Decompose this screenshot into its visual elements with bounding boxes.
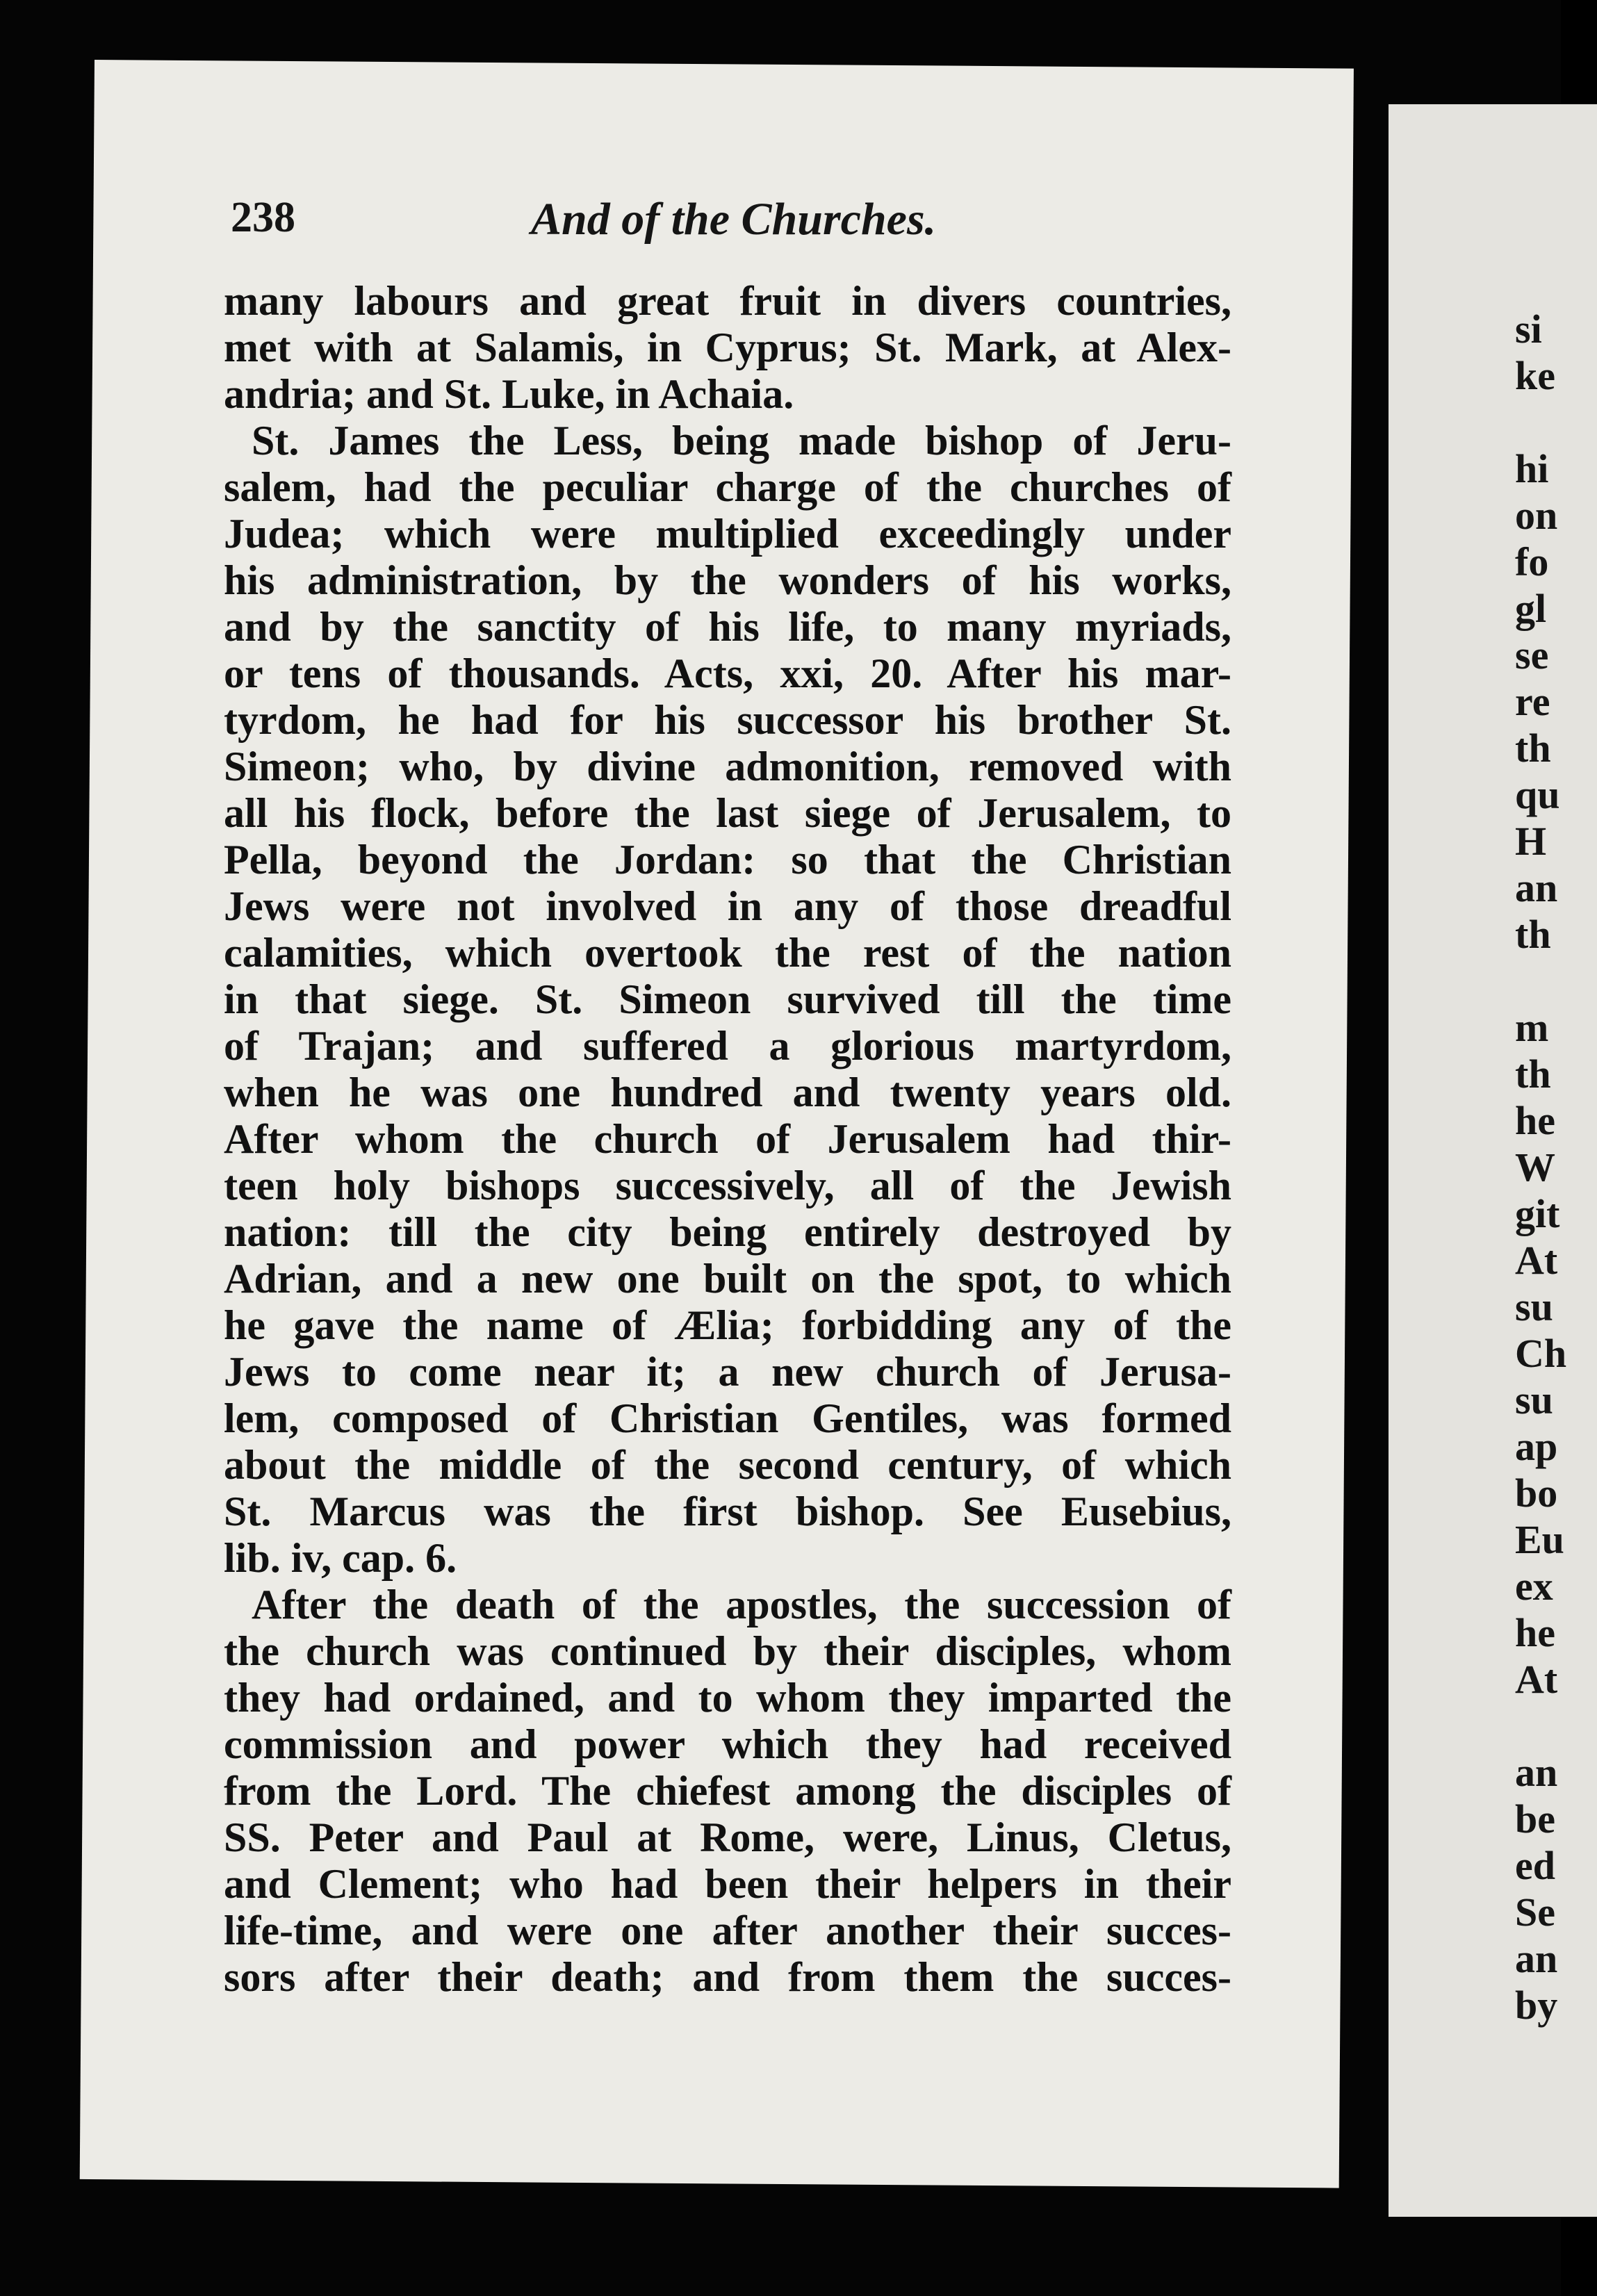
facing-page-fragment: Eu — [1515, 1517, 1564, 1562]
facing-page-fragment: At — [1515, 1238, 1558, 1283]
text-line: lem, composed of Christian Gentiles, was formed — [224, 1395, 1231, 1441]
facing-page-fragment — [1515, 399, 1561, 445]
facing-page-fragment: he — [1515, 1610, 1555, 1655]
text-line: St. James the Less, being made bishop of Jeru- — [252, 418, 1231, 464]
text-line: in that siege. St. Simeon survived till the time — [224, 976, 1231, 1022]
text-line: his administration, by the wonders of his works, — [224, 557, 1231, 603]
facing-page-fragment: m — [1515, 1005, 1549, 1050]
facing-page-fragment: bo — [1515, 1470, 1558, 1516]
text-line: lib. iv, cap. 6. — [224, 1535, 457, 1581]
text-line: Pella, beyond the Jordan: so that the Christian — [224, 837, 1231, 883]
page-header — [231, 193, 1231, 256]
facing-page-fragment: At — [1515, 1657, 1558, 1702]
facing-page — [1389, 104, 1597, 2217]
text-line: After whom the church of Jerusalem had thir- — [224, 1116, 1231, 1162]
text-line: calamities, which overtook the rest of the nation — [224, 930, 1231, 976]
text-line: and by the sanctity of his life, to many myriads, — [224, 604, 1231, 650]
facing-page-fragment: hi — [1515, 446, 1549, 491]
text-line: tyrdom, he had for his successor his brother St. — [224, 697, 1231, 743]
facing-page-fragment: su — [1515, 1377, 1553, 1422]
facing-page-fragment: by — [1515, 1983, 1558, 2028]
facing-page-fragment: be — [1515, 1796, 1555, 1842]
text-line: Judea; which were multiplied exceedingly under — [224, 511, 1231, 557]
text-line: met with at Salamis, in Cyprus; St. Mark, at Alex- — [224, 325, 1231, 370]
text-line: andria; and St. Luke, in Achaia. — [224, 371, 794, 417]
text-line: and Clement; who had been their helpers in their — [224, 1861, 1231, 1907]
text-line: all his flock, before the last siege of Jerusalem, to — [224, 790, 1231, 836]
facing-page-fragment: th — [1515, 1051, 1551, 1097]
text-line: Simeon; who, by divine admonition, removed with — [224, 744, 1231, 789]
facing-page-fragment: Se — [1515, 1889, 1555, 1935]
facing-page-text-fragments — [1515, 306, 1567, 2028]
facing-page-fragment: gl — [1515, 586, 1547, 631]
facing-page-fragment: ed — [1515, 1843, 1555, 1888]
facing-page-fragment: he — [1515, 1098, 1555, 1143]
facing-page-fragment: re — [1515, 679, 1550, 724]
text-line: Jews were not involved in any of those dreadful — [224, 883, 1231, 929]
text-line: sors after their death; and from them the succes- — [224, 1954, 1231, 2000]
facing-page-fragment: th — [1515, 725, 1551, 771]
facing-page-fragment: an — [1515, 1750, 1558, 1795]
text-line: of Trajan; and suffered a glorious martyrdom, — [224, 1023, 1231, 1069]
text-line: or tens of thousands. Acts, xxi, 20. After his mar- — [224, 650, 1231, 696]
text-line: the church was continued by their disciples, whom — [224, 1628, 1231, 1674]
text-line: SS. Peter and Paul at Rome, were, Linus, Cletus, — [224, 1814, 1231, 1860]
text-line: Adrian, and a new one built on the spot, to which — [224, 1256, 1231, 1302]
facing-page-fragment: an — [1515, 1936, 1558, 1981]
facing-page-fragment: se — [1515, 632, 1549, 678]
text-line: life-time, and were one after another their succes- — [224, 1908, 1231, 1953]
text-line: about the middle of the second century, of which — [224, 1442, 1231, 1488]
text-line: After the death of the apostles, the succession of — [252, 1582, 1231, 1627]
text-line: salem, had the peculiar charge of the churches of — [224, 464, 1231, 510]
facing-page-fragment: qu — [1515, 772, 1560, 817]
facing-page-fragment: fo — [1515, 539, 1549, 584]
facing-page-fragment: git — [1515, 1191, 1560, 1236]
facing-page-fragment: ap — [1515, 1424, 1558, 1469]
text-line: Jews to come near it; a new church of Jerusa- — [224, 1349, 1231, 1395]
body-text — [224, 278, 1231, 2001]
facing-page-fragment: th — [1515, 912, 1551, 957]
facing-page-fragment: si — [1515, 306, 1542, 352]
facing-page-fragment — [1515, 958, 1561, 1004]
facing-page-fragment: W — [1515, 1145, 1555, 1190]
facing-page-fragment — [1515, 1703, 1561, 1749]
text-line: he gave the name of Ælia; forbidding any of the — [224, 1302, 1231, 1348]
facing-page-fragment: on — [1515, 493, 1558, 538]
facing-page-fragment: Ch — [1515, 1331, 1567, 1376]
facing-page-fragment: ke — [1515, 353, 1555, 398]
running-head: And of the Churches. — [531, 194, 937, 245]
page-number: 238 — [231, 194, 295, 241]
text-line: nation: till the city being entirely destroyed by — [224, 1209, 1231, 1255]
text-line: from the Lord. The chiefest among the disciples of — [224, 1768, 1231, 1814]
facing-page-fragment: ex — [1515, 1564, 1553, 1609]
text-line: they had ordained, and to whom they imparted the — [224, 1675, 1231, 1721]
facing-page-fragment: an — [1515, 865, 1558, 910]
facing-page-fragment: su — [1515, 1284, 1553, 1329]
text-line: commission and power which they had received — [224, 1721, 1231, 1767]
text-line: St. Marcus was the first bishop. See Eusebius, — [224, 1489, 1231, 1534]
text-line: when he was one hundred and twenty years old. — [224, 1069, 1231, 1115]
text-line: many labours and great fruit in divers countries, — [224, 278, 1231, 324]
text-line: teen holy bishops successively, all of the Jewish — [224, 1163, 1231, 1208]
facing-page-fragment: H — [1515, 819, 1547, 864]
